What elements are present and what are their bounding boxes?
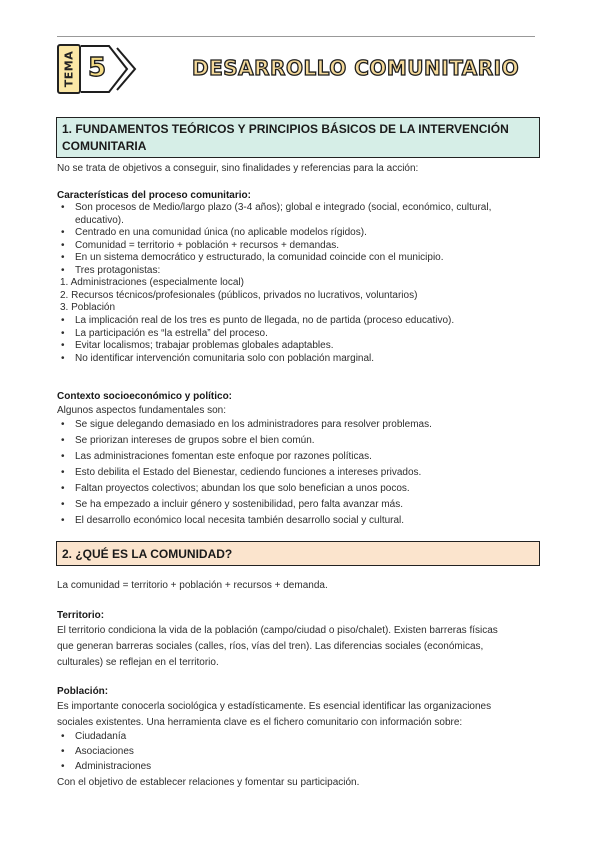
list-item: • Ciudadanía xyxy=(75,731,126,744)
territorio-line: El territorio condiciona la vida de la población (campo/ciudad o piso/chalet). Existen barreras físicas xyxy=(57,625,498,636)
list-item: • En un sistema democrático y estructurado, la comunidad coincide con el municipio. xyxy=(75,252,444,265)
list-item: • Las administraciones fomentan este enfoque por razones políticas. xyxy=(75,451,372,464)
page-title: DESARROLLO COMUNITARIO xyxy=(192,56,520,80)
ordered-item: 1. Administraciones (especialmente local) xyxy=(60,277,244,288)
contexto-intro: Algunos aspectos fundamentales son: xyxy=(57,405,226,416)
tema-tab xyxy=(57,44,81,94)
list-item: • Asociaciones xyxy=(75,746,134,759)
top-rule xyxy=(57,36,535,37)
section-2-heading: 2. ¿QUÉ ES LA COMUNIDAD? xyxy=(56,541,540,566)
list-item: • Evitar localismos; trabajar problemas globales adaptables. xyxy=(75,340,333,353)
section-1-heading: 1. FUNDAMENTOS TEÓRICOS Y PRINCIPIOS BÁSICOS DE LA INTERVENCIÓN COMUNITARIA xyxy=(56,117,540,158)
poblacion-closing: Con el objetivo de establecer relaciones y fomentar su participación. xyxy=(57,777,360,788)
list-item: • Faltan proyectos colectivos; abundan los que solo benefician a unos pocos. xyxy=(75,483,410,496)
list-item: • Esto debilita el Estado del Bienestar, cediendo funciones a intereses privados. xyxy=(75,467,421,480)
caracteristicas-title: Características del proceso comunitario: xyxy=(57,190,251,201)
contexto-title: Contexto socioeconómico y político: xyxy=(57,391,233,402)
list-item: • Se priorizan intereses de grupos sobre el bien común. xyxy=(75,435,315,448)
section-2-intro: La comunidad = territorio + población + recursos + demanda. xyxy=(57,580,328,591)
poblacion-line: sociales existentes. Una herramienta clave es el fichero comunitario con información sobre: xyxy=(57,717,463,728)
list-item: • La implicación real de los tres es punto de llegada, no de partida (proceso educativo). xyxy=(75,315,454,328)
list-item: • Comunidad = territorio + población + recursos + demandas. xyxy=(75,240,339,253)
ordered-item: 2. Recursos técnicos/profesionales (públicos, privados no lucrativos, voluntarios) xyxy=(60,290,418,301)
territorio-line: culturales) se reflejan en el territorio. xyxy=(57,657,219,668)
poblacion-line: Es importante conocerla sociológica y estadísticamente. Es esencial identificar las organizaciones xyxy=(57,701,492,712)
list-item: • Tres protagonistas: xyxy=(75,265,160,278)
section-1-intro: No se trata de objetivos a conseguir, sino finalidades y referencias para la acción: xyxy=(57,163,419,174)
list-item: • No identificar intervención comunitaria solo con población marginal. xyxy=(75,353,374,366)
poblacion-title: Población: xyxy=(57,686,109,697)
territorio-line: que generan barreras sociales (calles, ríos, vías del tren). Las diferencias sociales (económicas, xyxy=(57,641,484,652)
list-item: • Se ha empezado a incluir género y sostenibilidad, pero falta avanzar más. xyxy=(75,499,403,512)
list-item: • Administraciones xyxy=(75,761,151,774)
list-item: • Centrado en una comunidad única (no aplicable modelos rígidos). xyxy=(75,227,367,240)
tema-number: 5 xyxy=(87,53,107,83)
list-item: • Son procesos de Medio/largo plazo (3-4 años); global e integrado (social, económico, cultural, educativo). xyxy=(75,202,535,227)
list-item: • El desarrollo económico local necesita también desarrollo social y cultural. xyxy=(75,515,404,528)
list-item: • Se sigue delegando demasiado en los administradores para resolver problemas. xyxy=(75,419,432,432)
tema-label: TEMA xyxy=(62,50,76,88)
list-item: • La participación es “la estrella” del proceso. xyxy=(75,328,268,341)
territorio-title: Territorio: xyxy=(57,610,105,621)
ordered-item: 3. Población xyxy=(60,302,116,313)
